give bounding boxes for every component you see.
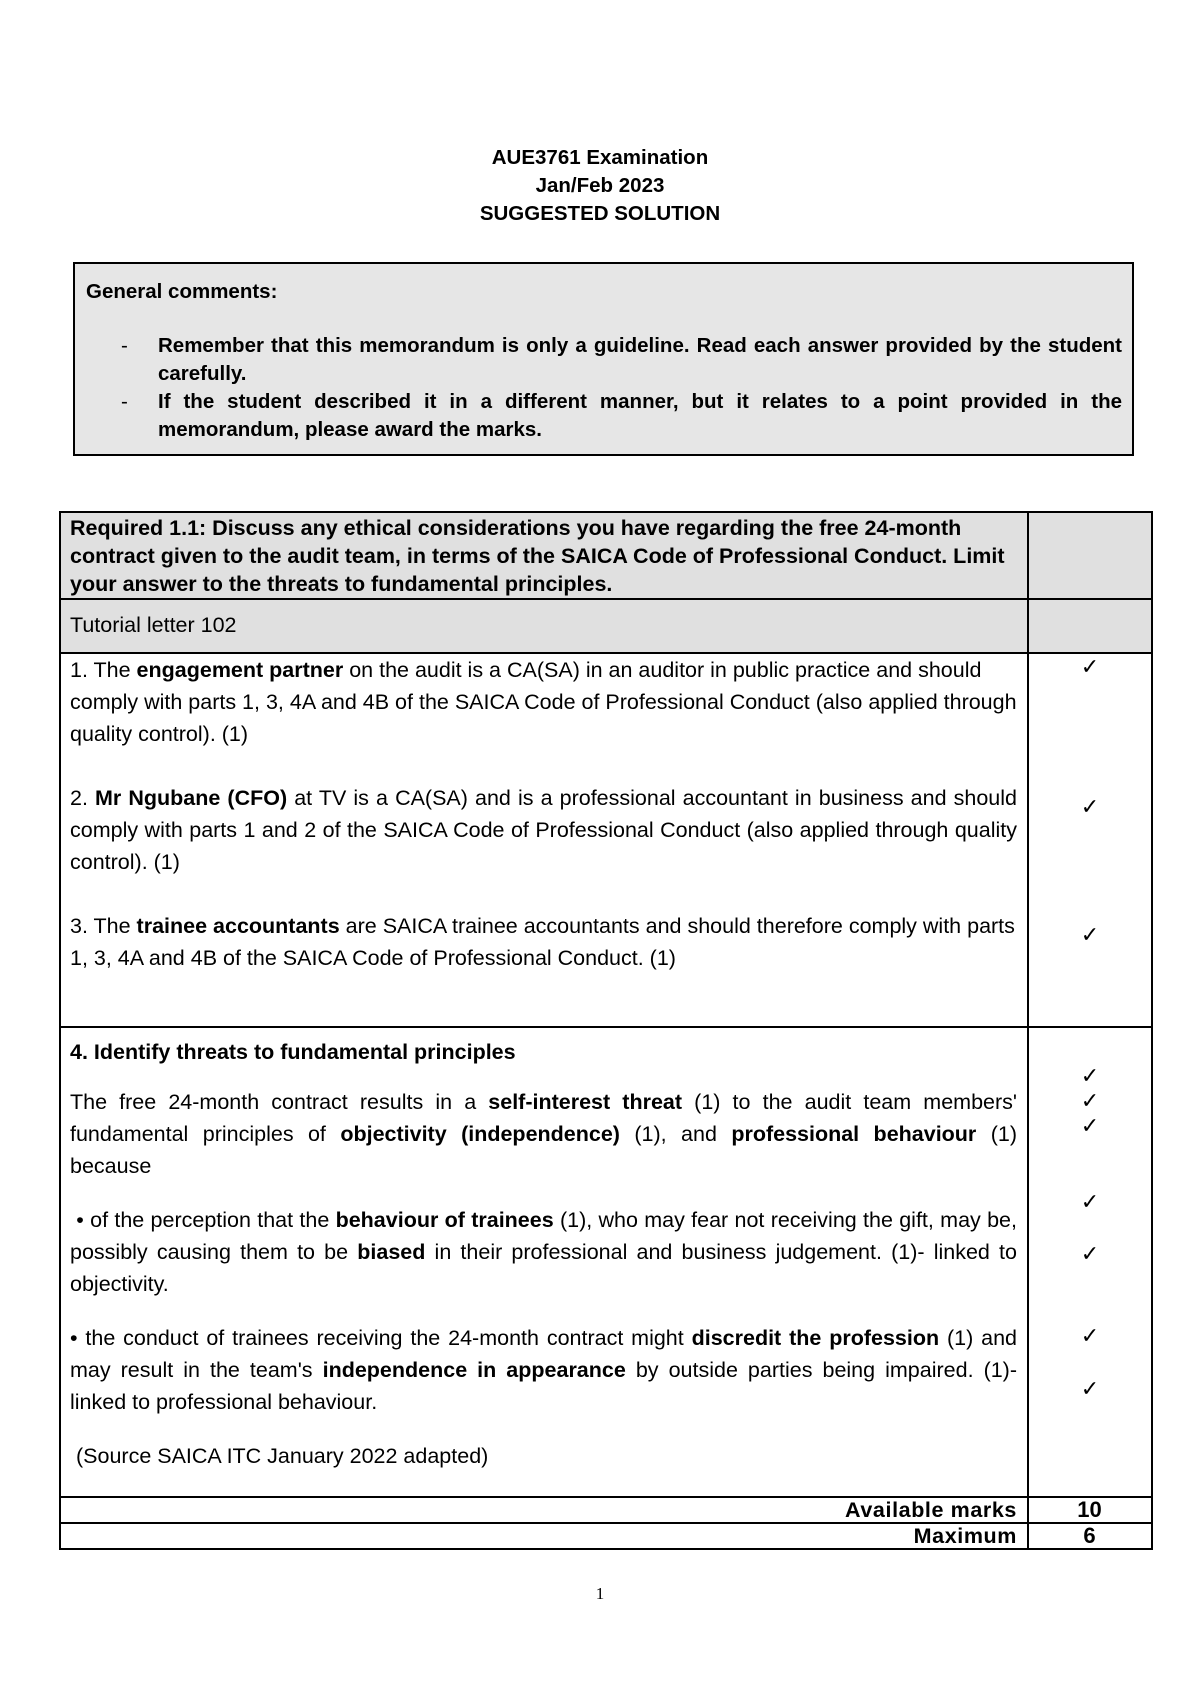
- table-row: [60, 1497, 1152, 1523]
- table-row: [60, 1523, 1152, 1549]
- tick-mark: ✓: [1080, 654, 1100, 679]
- reference-cell: [60, 599, 1028, 653]
- marks-cell: [1028, 512, 1152, 599]
- maximum-marks-label: Maximum: [60, 1523, 1028, 1549]
- page-number: 1: [595, 1584, 605, 1603]
- answer-point-1: 1. The engagement partner on the audit is a CA(SA) in an auditor in public practice and should comply with parts 1, 3, 4A and 4B of the SAICA Code of Professional Conduct (also applied through quality control). (1): [70, 658, 1017, 746]
- general-comments-list: [86, 332, 1122, 444]
- available-marks-value: 10: [1028, 1497, 1152, 1523]
- marks-cell: [1028, 653, 1152, 1027]
- tick-mark: ✓: [1080, 922, 1100, 947]
- list-item: [86, 332, 1122, 388]
- source-note: (Source SAICA ITC January 2022 adapted): [76, 1444, 489, 1468]
- threat-bullet-2: • the conduct of trainees receiving the 24-month contract might discredit the profession (1) and may result in the team's independence in appearance by outside parties being impaired. (1)- linked to professional behaviour.: [70, 1326, 1017, 1414]
- available-marks-label: Available marks: [60, 1497, 1028, 1523]
- dash-marker: -: [121, 390, 128, 413]
- list-item: [86, 388, 1122, 444]
- threats-paragraph: The free 24-month contract results in a self-interest threat (1) to the audit team members' fundamental principles of objectivity (independence) (1), and professional behaviour (1) because: [70, 1090, 1017, 1178]
- document-header: [0, 144, 1200, 228]
- threats-cell: [60, 1027, 1028, 1497]
- solution-title: SUGGESTED SOLUTION: [479, 202, 721, 225]
- bullet-icon: •: [76, 1208, 84, 1232]
- comment-text: Remember that this memorandum is only a guideline. Read each answer provided by the student carefully.: [158, 334, 1122, 385]
- tick-mark: ✓: [1080, 1113, 1100, 1138]
- general-comments-box: [73, 262, 1134, 456]
- tick-mark: ✓: [1080, 794, 1100, 819]
- tutorial-letter-ref: Tutorial letter 102: [70, 613, 237, 637]
- table-row: [60, 653, 1152, 1027]
- maximum-marks-value: 6: [1028, 1523, 1152, 1549]
- tick-mark: ✓: [1080, 1088, 1100, 1113]
- required-cell: [60, 512, 1028, 599]
- tick-mark: ✓: [1080, 1376, 1100, 1401]
- table-row: [60, 512, 1152, 599]
- threats-heading: 4. Identify threats to fundamental principles: [70, 1040, 516, 1064]
- table-row: [60, 599, 1152, 653]
- required-question: Required 1.1: Discuss any ethical considerations you have regarding the free 24-month contract given to the audit team, in terms of the SAICA Code of Professional Conduct. Limit your answer to the threats to fundamental principles.: [70, 516, 1005, 596]
- exam-session: Jan/Feb 2023: [535, 174, 665, 197]
- threat-bullet-1: • of the perception that the behaviour of trainees (1), who may fear not receiving the gift, may be, possibly causing them to be biased in their professional and business judgement. (1)- linked to objectivity.: [70, 1208, 1017, 1296]
- bullet-icon: •: [70, 1326, 78, 1350]
- comment-text: If the student described it in a different manner, but it relates to a point provided in the memorandum, please award the marks.: [158, 390, 1122, 441]
- tick-mark: ✓: [1080, 1241, 1100, 1266]
- dash-marker: -: [121, 334, 128, 357]
- memo-table: [59, 511, 1153, 1550]
- general-comments-title: General comments:: [86, 280, 278, 303]
- tick-mark: ✓: [1080, 1063, 1100, 1088]
- answer-point-2: 2. Mr Ngubane (CFO) at TV is a CA(SA) and is a professional accountant in business and should comply with parts 1 and 2 of the SAICA Code of Professional Conduct (also applied through quality control). (1): [70, 786, 1017, 874]
- exam-title: AUE3761 Examination: [491, 146, 709, 169]
- tick-mark: ✓: [1080, 1189, 1100, 1214]
- tick-mark: ✓: [1080, 1323, 1100, 1348]
- marks-cell: [1028, 1027, 1152, 1497]
- answer-cell: [60, 653, 1028, 1027]
- marks-cell: [1028, 599, 1152, 653]
- answer-point-3: 3. The trainee accountants are SAICA trainee accountants and should therefore comply with parts 1, 3, 4A and 4B of the SAICA Code of Professional Conduct. (1): [70, 914, 1015, 970]
- table-row: [60, 1027, 1152, 1497]
